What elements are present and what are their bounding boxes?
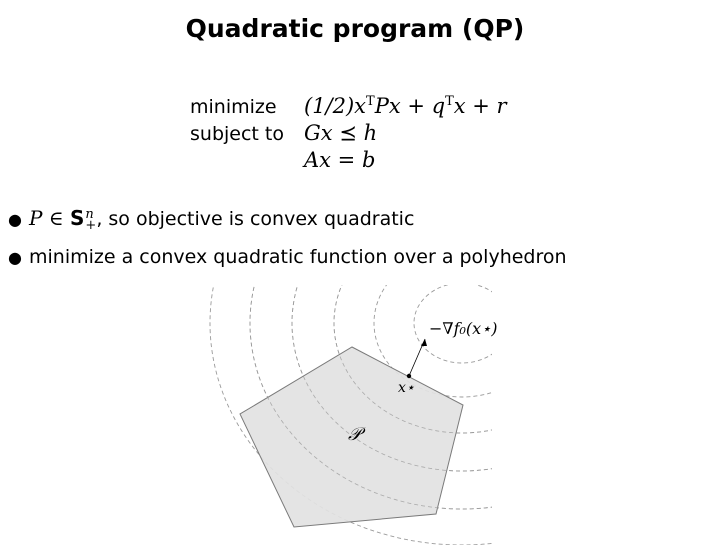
equality-constraint: Ax = b — [304, 148, 376, 172]
arrow-head-icon — [421, 339, 427, 346]
bullet-1-math — [29, 206, 96, 231]
optimum-label: x⋆ — [398, 380, 415, 396]
matrix-P: P — [29, 206, 43, 230]
bullet-1-text: , so objective is convex quadratic — [96, 208, 415, 230]
objective-part-2: Px + q — [374, 94, 446, 118]
qp-illustration — [200, 285, 510, 545]
bullet-item-1 — [8, 206, 414, 231]
element-of: ∈ — [42, 206, 70, 230]
inequality-constraint — [304, 121, 377, 145]
page-title: Quadratic program (QP) — [185, 14, 525, 43]
bullet-2-text: minimize a convex quadratic function over a polyhedron — [29, 246, 567, 268]
qp-formulation — [190, 94, 507, 175]
constraint-row-1 — [190, 121, 507, 148]
ineq-rhs: h — [363, 121, 378, 145]
psd-cone-sup: n — [85, 206, 94, 222]
constraint-row-2 — [190, 148, 507, 175]
psd-cone-sub: + — [85, 217, 97, 233]
subject-to-keyword: subject to — [190, 123, 284, 145]
bullet-item-2 — [8, 246, 567, 268]
bullet-dot-icon: ● — [8, 248, 22, 267]
ineq-operator: ⪯ — [339, 121, 357, 145]
gradient-label: −∇f₀(x⋆) — [429, 319, 498, 338]
region-label: 𝒫 — [348, 424, 361, 445]
objective-expression — [304, 94, 507, 118]
objective-part-1: (1/2)x — [304, 94, 367, 118]
minimize-keyword: minimize — [190, 96, 277, 118]
objective-row — [190, 94, 507, 121]
psd-cone-symbol: S — [70, 206, 85, 230]
bullet-dot-icon: ● — [8, 210, 22, 229]
objective-part-3: x + r — [453, 94, 507, 118]
objective-sup-1: T — [366, 94, 375, 109]
ineq-lhs: Gx — [304, 121, 333, 145]
objective-sup-2: T — [445, 94, 454, 109]
